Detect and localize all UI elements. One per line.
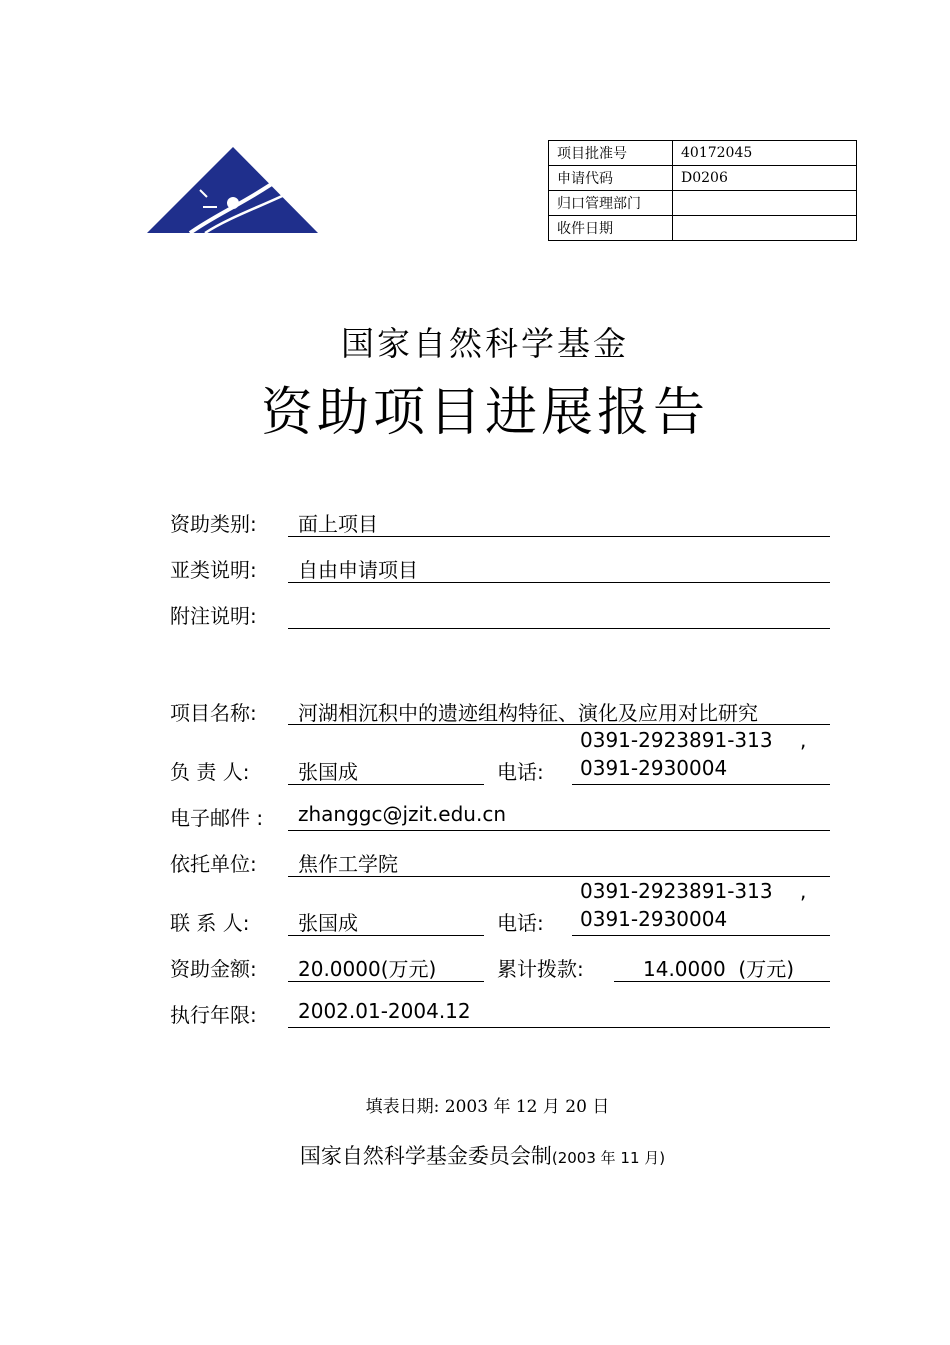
underline [572, 935, 830, 936]
institution-label: 依托单位: [170, 852, 257, 876]
meta-value [673, 216, 857, 241]
period-value: 2002.01-2004.12 [298, 999, 471, 1023]
amount-value: 20.0000(万元) [298, 957, 437, 981]
note-label: 附注说明: [170, 604, 257, 628]
pi-phone-2: 0391-2930004 [580, 756, 728, 780]
table-row [549, 166, 857, 191]
pi-label: 负 责 人: [170, 760, 250, 784]
amount-label: 资助金额: [170, 957, 257, 981]
project-name-label: 项目名称: [170, 701, 257, 725]
underline [614, 981, 830, 982]
fill-date: 填表日期: 2003 年 12 月 20 日 [365, 1097, 610, 1117]
contact-phone-1: 0391-2923891-313 [580, 879, 773, 903]
issuer-name: 国家自然科学基金委员会制 [299, 1144, 552, 1168]
underline [288, 628, 830, 629]
contact-value: 张国成 [298, 911, 358, 935]
pi-value: 张国成 [298, 760, 358, 784]
contact-label: 联 系 人: [170, 911, 250, 935]
cumulative-label: 累计拨款: [497, 957, 584, 981]
email-label: 电子邮件 : [170, 806, 264, 830]
title-report: 资助项目进展报告 [260, 383, 709, 443]
meta-value: D0206 [673, 166, 857, 191]
funding-type-label: 资助类别: [170, 512, 257, 536]
period-label: 执行年限: [170, 1003, 257, 1027]
email-value: zhanggc@jzit.edu.cn [298, 802, 507, 826]
underline [288, 724, 830, 725]
contact-phone-label: 电话: [497, 911, 544, 935]
meta-value [673, 191, 857, 216]
title-foundation: 国家自然科学基金 [341, 324, 629, 363]
meta-label: 申请代码 [549, 166, 673, 191]
underline [288, 536, 830, 537]
underline [288, 582, 830, 583]
underline [288, 830, 830, 831]
sub-type-label: 亚类说明: [170, 558, 257, 582]
institution-value: 焦作工学院 [298, 852, 398, 876]
table-row [549, 216, 857, 241]
underline [288, 876, 830, 877]
underline [288, 935, 484, 936]
contact-phone-2: 0391-2930004 [580, 907, 728, 931]
pi-phone-label: 电话: [497, 760, 544, 784]
contact-phone-separator: , [800, 879, 807, 903]
meta-label: 项目批准号 [549, 141, 673, 166]
funding-type-value: 面上项目 [298, 512, 378, 536]
pi-phone-separator: , [800, 728, 807, 752]
underline [288, 1027, 830, 1028]
meta-label: 收件日期 [549, 216, 673, 241]
sub-type-value: 自由申请项目 [298, 558, 418, 582]
underline [572, 784, 830, 785]
cumulative-value: 14.0000 (万元) [643, 957, 795, 981]
meta-table [548, 140, 857, 241]
issuer [0, 1140, 950, 1170]
issuer-date: (2003 年 11 月) [551, 1149, 666, 1167]
meta-label: 归口管理部门 [549, 191, 673, 216]
nsfc-logo-icon [145, 145, 320, 235]
meta-value: 40172045 [673, 141, 857, 166]
pi-phone-1: 0391-2923891-313 [580, 728, 773, 752]
underline [288, 981, 484, 982]
project-name-value: 河湖相沉积中的遗迹组构特征、演化及应用对比研究 [298, 701, 758, 725]
table-row [549, 141, 857, 166]
table-row [549, 191, 857, 216]
underline [288, 784, 484, 785]
